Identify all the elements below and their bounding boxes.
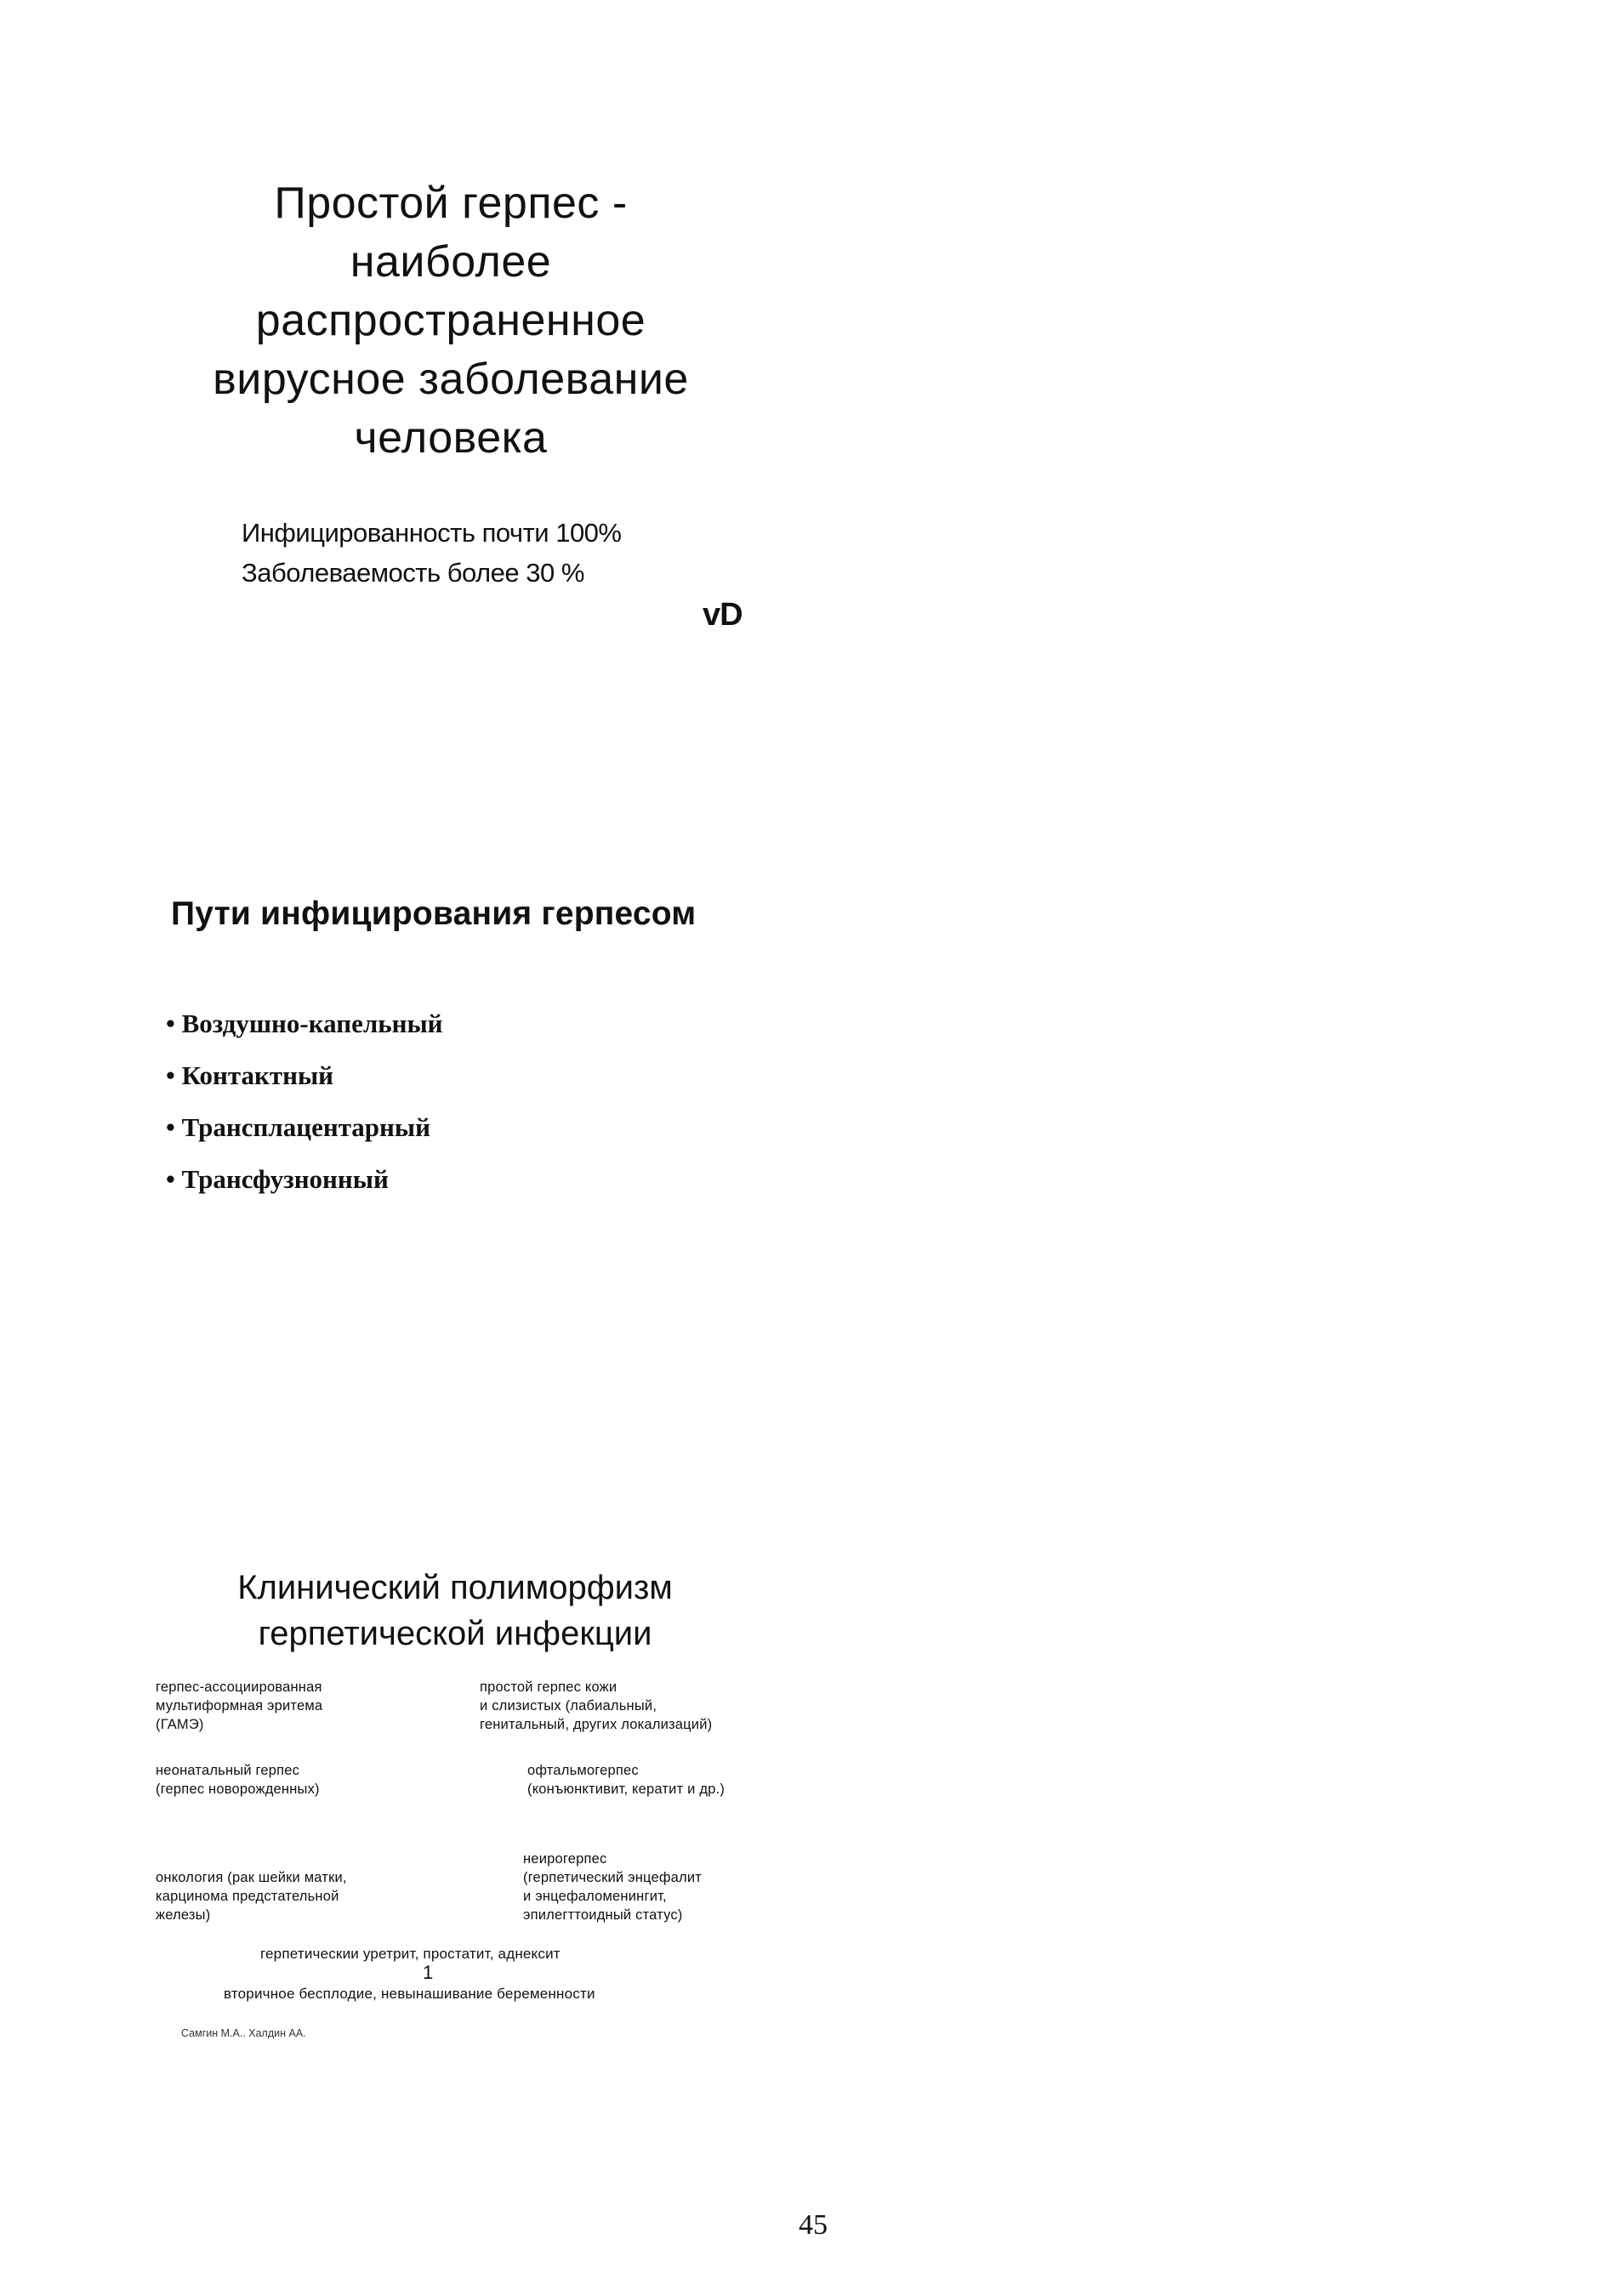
- morbidity-rate-text: Заболеваемость более 30 %: [242, 558, 584, 588]
- slide3-title-line: Клинический полиморфизм: [237, 1569, 673, 1606]
- slide-credit: Самгин М.А.. Халдин АА.: [181, 2027, 306, 2039]
- slide1-title-line: вирусное заболевание: [213, 355, 689, 404]
- slide1-stats: [242, 513, 622, 593]
- slide1-title-line: человека: [354, 413, 548, 463]
- slide1-title-line: Простой герпес -: [274, 179, 628, 228]
- infection-rate-text: Инфицированность почти 100%: [242, 518, 622, 548]
- list-item: • Воздушно-капельный: [166, 997, 443, 1049]
- slide1-title: [153, 174, 748, 468]
- diagram-item-neonatal: неонатальный герпес (герпес новорожденных): [156, 1763, 320, 1797]
- diagram-item-oncology: онкология (рак шейки матки, карцинома предстательной железы): [156, 1870, 347, 1923]
- infection-routes-list: [166, 997, 443, 1205]
- slide-logo: vD: [703, 597, 743, 633]
- list-item: • Контактный: [166, 1049, 443, 1101]
- arrow-marker: 1: [423, 1962, 434, 1983]
- diagram-item-skin-herpes: простой герпес кожи и слизистых (лабиальный, генитальный, других локализаций): [480, 1679, 713, 1732]
- urethritis-text: герпетическии уретрит, простатит, аднексит: [260, 1946, 561, 1962]
- slide3-title-line: герпетической инфекции: [258, 1615, 652, 1652]
- slide3-title: [162, 1565, 748, 1657]
- list-item: • Трансплацентарный: [166, 1101, 443, 1153]
- infertility-text: вторичное бесплодие, невынашивание беременности: [224, 1986, 595, 2002]
- page-number: 45: [799, 2209, 828, 2241]
- diagram-item-gamz: герпес-ассоциированная мультиформная эритема (ГАМЭ): [156, 1679, 323, 1732]
- diagram-item-neuro: неирогерпес (герпетический энцефалит и энцефаломенингит, эпилегттоидный статус): [523, 1851, 703, 1923]
- slide2-title: Пути инфицирования герпесом: [171, 895, 697, 932]
- list-item: • Трансфузнонный: [166, 1153, 443, 1205]
- slide1-title-line: распространенное: [255, 296, 646, 345]
- diagram-item-ophthalmo: офтальмогерпес (конъюнктивит, кератит и др.): [527, 1763, 726, 1797]
- slide1-title-line: наиболее: [350, 237, 552, 287]
